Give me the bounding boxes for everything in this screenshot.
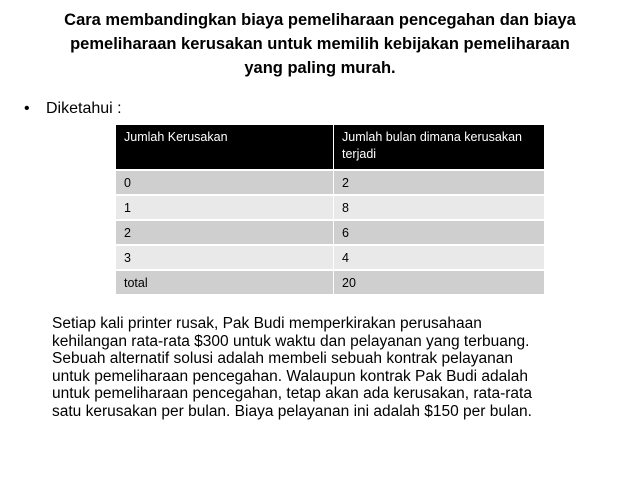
title-line: yang paling murah.	[244, 59, 396, 77]
table-row	[116, 220, 544, 245]
bullet-item	[24, 99, 122, 119]
table-row	[116, 245, 544, 270]
header-jumlah-kerusakan: Jumlah Kerusakan	[116, 125, 334, 170]
table-cell: 6	[334, 220, 545, 245]
table-cell: 4	[334, 245, 545, 270]
description-paragraph	[52, 315, 622, 420]
table-cell: 20	[334, 270, 545, 294]
table-row	[116, 195, 544, 220]
table-cell: 2	[334, 170, 545, 195]
header-jumlah-bulan: Jumlah bulan dimana kerusakan terjadi	[334, 125, 545, 170]
data-table	[116, 125, 544, 294]
slide-title	[30, 8, 610, 80]
table-cell: 8	[334, 195, 545, 220]
paragraph-line: kehilangan rata-rata $300 untuk waktu dan pelayanan yang terbuang.	[52, 332, 530, 350]
bullet-dot-icon: •	[24, 100, 30, 117]
bullet-text: Diketahui :	[46, 100, 122, 117]
paragraph-line: untuk pemeliharaan pencegahan. Walaupun kontrak Pak Budi adalah	[52, 367, 528, 385]
table-header-row	[116, 125, 544, 170]
title-line: Cara membandingkan biaya pemeliharaan pencegahan dan biaya	[64, 11, 576, 29]
table-row	[116, 270, 544, 294]
paragraph-line: Sebuah alternatif solusi adalah membeli sebuah kontrak pelayanan	[52, 350, 513, 367]
paragraph-line: satu kerusakan per bulan. Biaya pelayanan ini adalah $150 per bulan.	[52, 402, 532, 420]
table-cell: 1	[116, 195, 334, 220]
title-line: pemeliharaan kerusakan untuk memilih kebijakan pemeliharaan	[70, 35, 570, 53]
paragraph-line: Setiap kali printer rusak, Pak Budi memperkirakan perusahaan	[52, 315, 482, 332]
paragraph-line: untuk pemeliharaan pencegahan, tetap akan ada kerusakan, rata-rata	[52, 385, 532, 402]
table-cell: 0	[116, 170, 334, 195]
table-cell: 2	[116, 220, 334, 245]
table-cell: 3	[116, 245, 334, 270]
table-row	[116, 170, 544, 195]
table-cell: total	[116, 270, 334, 294]
